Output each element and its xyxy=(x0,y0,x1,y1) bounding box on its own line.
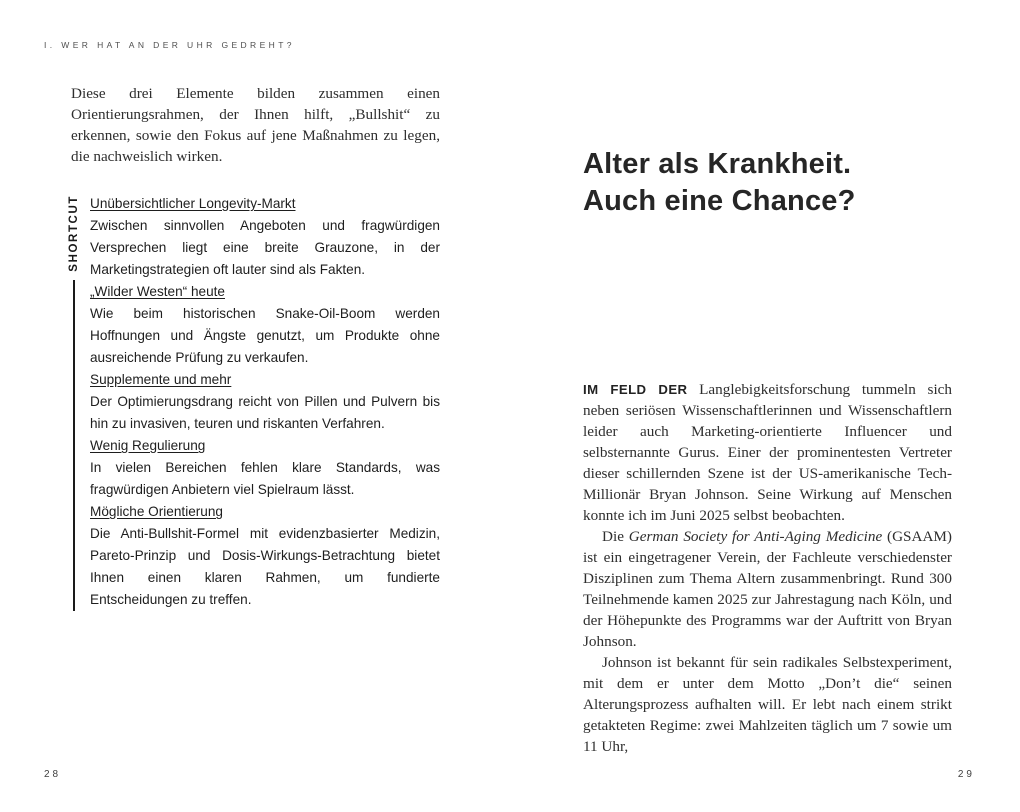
paragraph-2 xyxy=(583,526,952,652)
shortcut-item-body: In vielen Bereichen fehlen klare Standards, was fragwürdigen Anbietern viel Spielraum lässt. xyxy=(90,460,440,497)
shortcut-item xyxy=(90,281,440,369)
shortcut-item xyxy=(90,501,440,611)
shortcut-item-heading: Wenig Regulierung xyxy=(90,438,206,453)
shortcut-item-body: Wie beim historischen Snake-Oil-Boom werden Hoffnungen und Ängste genutzt, um Produkte ohne ausreichende Prüfung zu verkaufen. xyxy=(90,306,440,365)
shortcut-item xyxy=(90,193,440,281)
shortcut-rail xyxy=(58,193,90,611)
shortcut-item-heading: „Wilder Westen“ heute xyxy=(90,284,225,299)
page-number-left: 28 xyxy=(44,769,62,780)
chapter-title-line1: Alter als Krankheit. xyxy=(583,148,852,180)
shortcut-label: SHORTCUT xyxy=(68,195,80,272)
page-right xyxy=(510,0,1020,812)
shortcut-item-body: Zwischen sinnvollen Angeboten und fragwürdigen Versprechen liegt eine breite Grauzone, in der Marketingstrategien oft lauter sind als Fakten. xyxy=(90,218,440,277)
paragraph-1-text: Langlebigkeitsforschung tummeln sich neben seriösen Wissenschaftlerinnen und Wissenschaftlern leider auch Marketing-orientierte Influencer und selbsternannte Gurus. Einer der prominentesten Vertreter dieser schillernden Szene ist der US-amerikanische Tech-Millionär Bryan Johnson. Seine Wirkung auf Menschen konnte ich im Juni 2025 selbst beobachten. xyxy=(583,381,952,524)
shortcut-item-body: Der Optimierungsdrang reicht von Pillen und Pulvern bis hin zu invasiven, teuren und riskanten Verfahren. xyxy=(90,394,440,431)
running-header: I. WER HAT AN DER UHR GEDREHT? xyxy=(44,40,295,50)
shortcut-item-heading: Mögliche Orientierung xyxy=(90,504,223,519)
shortcut-item-heading: Unübersichtlicher Longevity-Markt xyxy=(90,196,296,211)
shortcut-rule xyxy=(73,280,75,611)
shortcut-item-heading: Supplemente und mehr xyxy=(90,372,232,387)
paragraph-1 xyxy=(583,379,952,526)
chapter-title xyxy=(583,146,856,220)
paragraph-2-pre: Die xyxy=(602,528,629,545)
shortcut-section xyxy=(58,193,440,611)
society-name-italic: German Society for Anti-Aging Medicine xyxy=(628,528,883,545)
paragraph-lead-in: IM FELD DER xyxy=(583,382,688,397)
shortcut-item xyxy=(90,435,440,501)
intro-paragraph: Diese drei Elemente bilden zusammen einen Orientierungsrahmen, der Ihnen hilft, „Bullshit“ zu erkennen, sowie den Fokus auf jene Maßnahmen zu legen, die nachweislich wirken. xyxy=(71,85,440,165)
page-number-right: 29 xyxy=(957,769,975,780)
body-text xyxy=(583,379,952,757)
shortcut-item-body: Die Anti-Bullshit-Formel mit evidenzbasierter Medizin, Pareto-Prinzip und Dosis-Wirkungs-Betrachtung bietet Ihnen einen klaren Rahmen, um fundierte Entscheidungen zu treffen. xyxy=(90,526,440,607)
chapter-title-line2: Auch eine Chance? xyxy=(583,185,856,217)
paragraph-2-post: (GSAAM) ist ein eingetragener Verein, der Fachleute verschiedenster Disziplinen zum Thema Altern zusammenbringt. Rund 300 Teilnehmende kamen 2025 zur Jahrestagung nach Köln, und der Höhepunkte des Programms war der Auftritt von Bryan Johnson. xyxy=(583,528,952,650)
paragraph-3: Johnson ist bekannt für sein radikales Selbstexperiment, mit dem er unter dem Motto „Don’t die“ seinen Alterungsprozess aufhalten will. Er lebt nach einem strikt getakteten Regime: zwei Mahlzeiten täglich um 7 sowie um 11 Uhr, xyxy=(583,654,952,755)
shortcut-content xyxy=(90,193,440,611)
shortcut-item xyxy=(90,369,440,435)
